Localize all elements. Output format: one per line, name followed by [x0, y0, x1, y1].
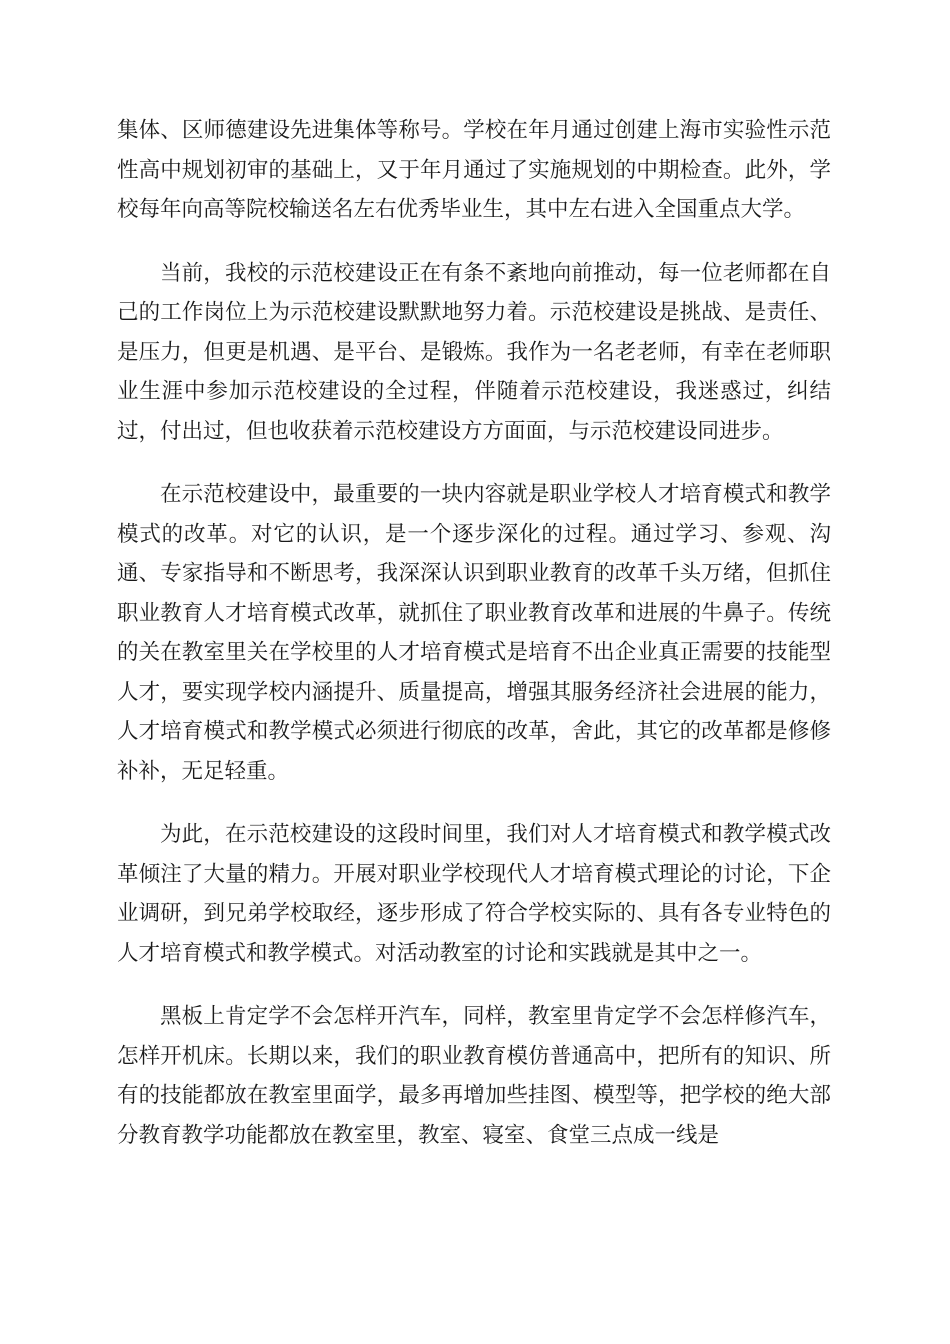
document-page: [117, 111, 831, 1179]
paragraph-1: 集体、区师德建设先进集体等称号。学校在年月通过创建上海市实验性示范性高中规划初审的基础上，又于年月通过了实施规划的中期检查。此外，学校每年向高等院校输送名左右优秀毕业生，其中左右进入全国重点大学。: [117, 118, 831, 222]
paragraph-3: 在示范校建设中，最重要的一块内容就是职业学校人才培育模式和教学模式的改革。对它的认识，是一个逐步深化的过程。通过学习、参观、沟通、专家指导和不断思考，我深深认识到职业教育的改革千头万绪，但抓住职业教育人才培育模式改革，就抓住了职业教育改革和进展的牛鼻子。传统的关在教室里关在学校里的人才培育模式是培育不出企业真正需要的技能型人才，要实现学校内涵提升、质量提高，增强其服务经济社会进展的能力，人才培育模式和教学模式必须进行彻底的改革，舍此，其它的改革都是修修补补，无足轻重。: [117, 482, 831, 784]
paragraph-4: 为此，在示范校建设的这段时间里，我们对人才培育模式和教学模式改革倾注了大量的精力。开展对职业学校现代人才培育模式理论的讨论，下企业调研，到兄弟学校取经，逐步形成了符合学校实际的、具有各专业特色的人才培育模式和教学模式。对活动教室的讨论和实践就是其中之一。: [117, 822, 831, 966]
paragraph-2: 当前，我校的示范校建设正在有条不紊地向前推动，每一位老师都在自己的工作岗位上为示范校建设默默地努力着。示范校建设是挑战、是责任、是压力，但更是机遇、是平台、是锻炼。我作为一名老老师，有幸在老师职业生涯中参加示范校建设的全过程，伴随着示范校建设，我迷惑过，纠结过，付出过，但也收获着示范校建设方方面面，与示范校建设同进步。: [117, 260, 831, 444]
paragraph-5: 黑板上肯定学不会怎样开汽车，同样，教室里肯定学不会怎样修汽车，怎样开机床。长期以来，我们的职业教育模仿普通高中，把所有的知识、所有的技能都放在教室里面学，最多再增加些挂图、模型等，把学校的绝大部分教育教学功能都放在教室里，教室、寝室、食堂三点成一线是: [117, 1004, 831, 1148]
